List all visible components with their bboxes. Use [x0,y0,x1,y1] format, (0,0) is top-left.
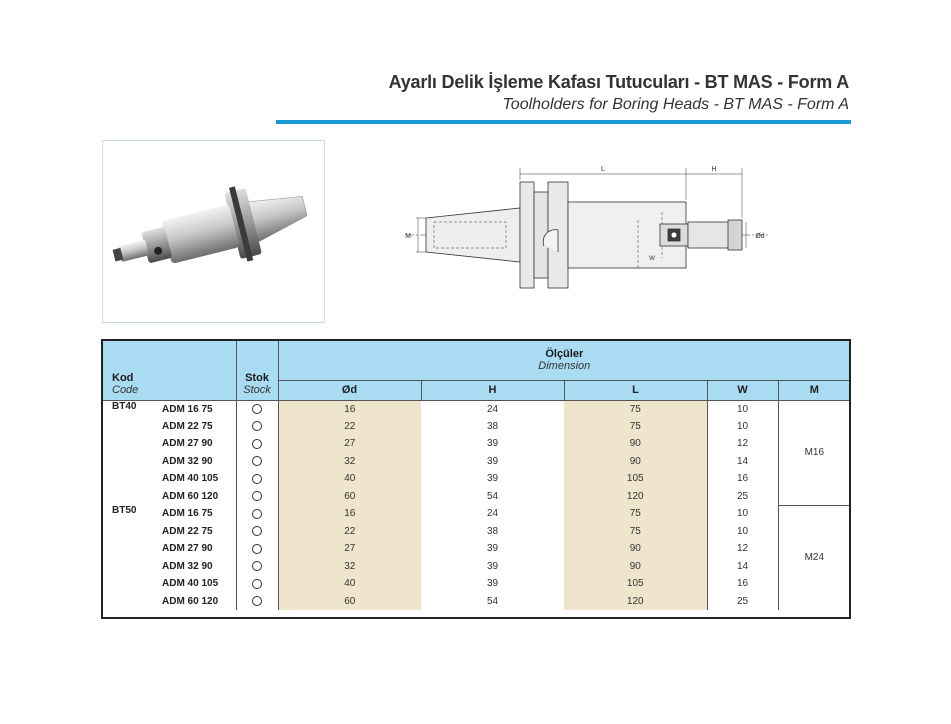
group-label-bt50: BT50 [112,505,137,516]
stock-indicator [236,435,278,453]
cell-h: 24 [421,400,564,418]
stock-indicator [236,523,278,541]
table-row [102,435,850,453]
dim-label-h: H [711,166,717,173]
col-header-d: Ød [278,380,421,400]
cell-d: 16 [278,505,421,523]
row-code: ADM 22 75 [162,525,213,537]
row-code: ADM 40 105 [162,578,219,590]
cell-h: 54 [421,593,564,611]
cell-h: 54 [421,488,564,506]
row-code: ADM 16 75 [162,508,213,520]
cell-d: 16 [278,400,421,418]
cell-d: 40 [278,575,421,593]
col-header-m: M [778,380,850,400]
cell-w: 25 [707,488,778,506]
cell-d: 60 [278,593,421,611]
stock-indicator [236,470,278,488]
cell-h: 39 [421,435,564,453]
toolholder-photo-image [103,141,324,322]
cell-l: 90 [564,435,707,453]
product-photo [102,140,325,323]
row-code: ADM 40 105 [162,473,219,485]
col-header-h: H [421,380,564,400]
stock-indicator [236,575,278,593]
header-code-label: Code [112,383,139,396]
cell-h: 38 [421,418,564,436]
stock-indicator [236,418,278,436]
cell-h: 39 [421,558,564,576]
cell-l: 120 [564,593,707,611]
cell-w: 10 [707,400,778,418]
header-stock-label: Stock [243,383,271,396]
cell-d: 32 [278,558,421,576]
cell-w: 14 [707,453,778,471]
table-row [102,558,850,576]
header-stock [236,340,278,400]
page-title: Ayarlı Delik İşleme Kafası Tutucuları - BT MAS - Form A [388,72,849,92]
cell-w: 16 [707,575,778,593]
cell-m-bt40: M16 [778,400,850,505]
cell-l: 90 [564,540,707,558]
row-code: ADM 60 120 [162,490,219,502]
cell-h: 39 [421,540,564,558]
cell-w: 10 [707,418,778,436]
header-code [102,340,236,400]
cell-d: 27 [278,540,421,558]
stock-indicator [236,400,278,418]
table-row [102,505,850,523]
header-stok-label: Stok [245,371,269,384]
page-subtitle: Toolholders for Boring Heads - BT MAS - Form A [502,96,849,113]
cell-d: 40 [278,470,421,488]
table-row [102,540,850,558]
cell-l: 75 [564,400,707,418]
header-dimensions [278,340,850,380]
row-code: ADM 32 90 [162,560,213,572]
stock-circle-icon [252,509,262,519]
table-row [102,400,850,418]
cell-d: 22 [278,523,421,541]
cell-w: 10 [707,523,778,541]
stock-circle-icon [252,596,262,606]
table-row [102,453,850,471]
title-underline [276,120,851,124]
cell-l: 75 [564,418,707,436]
cell-l: 105 [564,575,707,593]
header-dimension-label: Dimension [538,359,591,372]
cell-m-bt50: M24 [778,505,850,610]
stock-circle-icon [252,404,262,414]
cell-l: 75 [564,523,707,541]
cell-w: 10 [707,505,778,523]
cell-w: 25 [707,593,778,611]
table-row [102,523,850,541]
row-code: ADM 22 75 [162,420,213,432]
row-code: ADM 60 120 [162,595,219,607]
technical-drawing [398,160,778,290]
stock-circle-icon [252,456,262,466]
stock-indicator [236,505,278,523]
cell-l: 75 [564,505,707,523]
cell-h: 24 [421,505,564,523]
cell-l: 105 [564,470,707,488]
group-label-bt40: BT40 [112,400,137,412]
dim-label-d: Ød [755,233,765,240]
dim-label-w: W [649,256,655,262]
stock-circle-icon [252,474,262,484]
cell-d: 60 [278,488,421,506]
table-row [102,593,850,611]
cell-h: 39 [421,453,564,471]
stock-indicator [236,593,278,611]
stock-circle-icon [252,561,262,571]
cell-l: 120 [564,488,707,506]
stock-indicator [236,558,278,576]
col-header-w: W [707,380,778,400]
table-row [102,575,850,593]
spec-table [102,340,850,610]
table-row [102,418,850,436]
cell-w: 16 [707,470,778,488]
stock-circle-icon [252,544,262,554]
col-header-l: L [564,380,707,400]
cell-l: 90 [564,453,707,471]
cell-l: 90 [564,558,707,576]
cell-h: 38 [421,523,564,541]
stock-indicator [236,453,278,471]
dim-label-m: M [405,233,411,240]
row-code: ADM 16 75 [162,403,213,415]
cell-d: 22 [278,418,421,436]
cell-w: 14 [707,558,778,576]
stock-circle-icon [252,439,262,449]
stock-circle-icon [252,491,262,501]
stock-circle-icon [252,526,262,536]
table-row [102,488,850,506]
cell-d: 32 [278,453,421,471]
header-kod-label: Kod [112,371,134,384]
stock-indicator [236,540,278,558]
cell-w: 12 [707,435,778,453]
stock-indicator [236,488,278,506]
cell-w: 12 [707,540,778,558]
row-code: ADM 32 90 [162,455,213,467]
row-code: ADM 27 90 [162,543,213,555]
cell-h: 39 [421,470,564,488]
table-row [102,470,850,488]
row-code: ADM 27 90 [162,438,213,450]
stock-circle-icon [252,421,262,431]
stock-circle-icon [252,579,262,589]
dim-label-l: L [601,166,605,173]
header-olculer-label: Ölçüler [545,347,584,360]
cell-d: 27 [278,435,421,453]
cell-h: 39 [421,575,564,593]
